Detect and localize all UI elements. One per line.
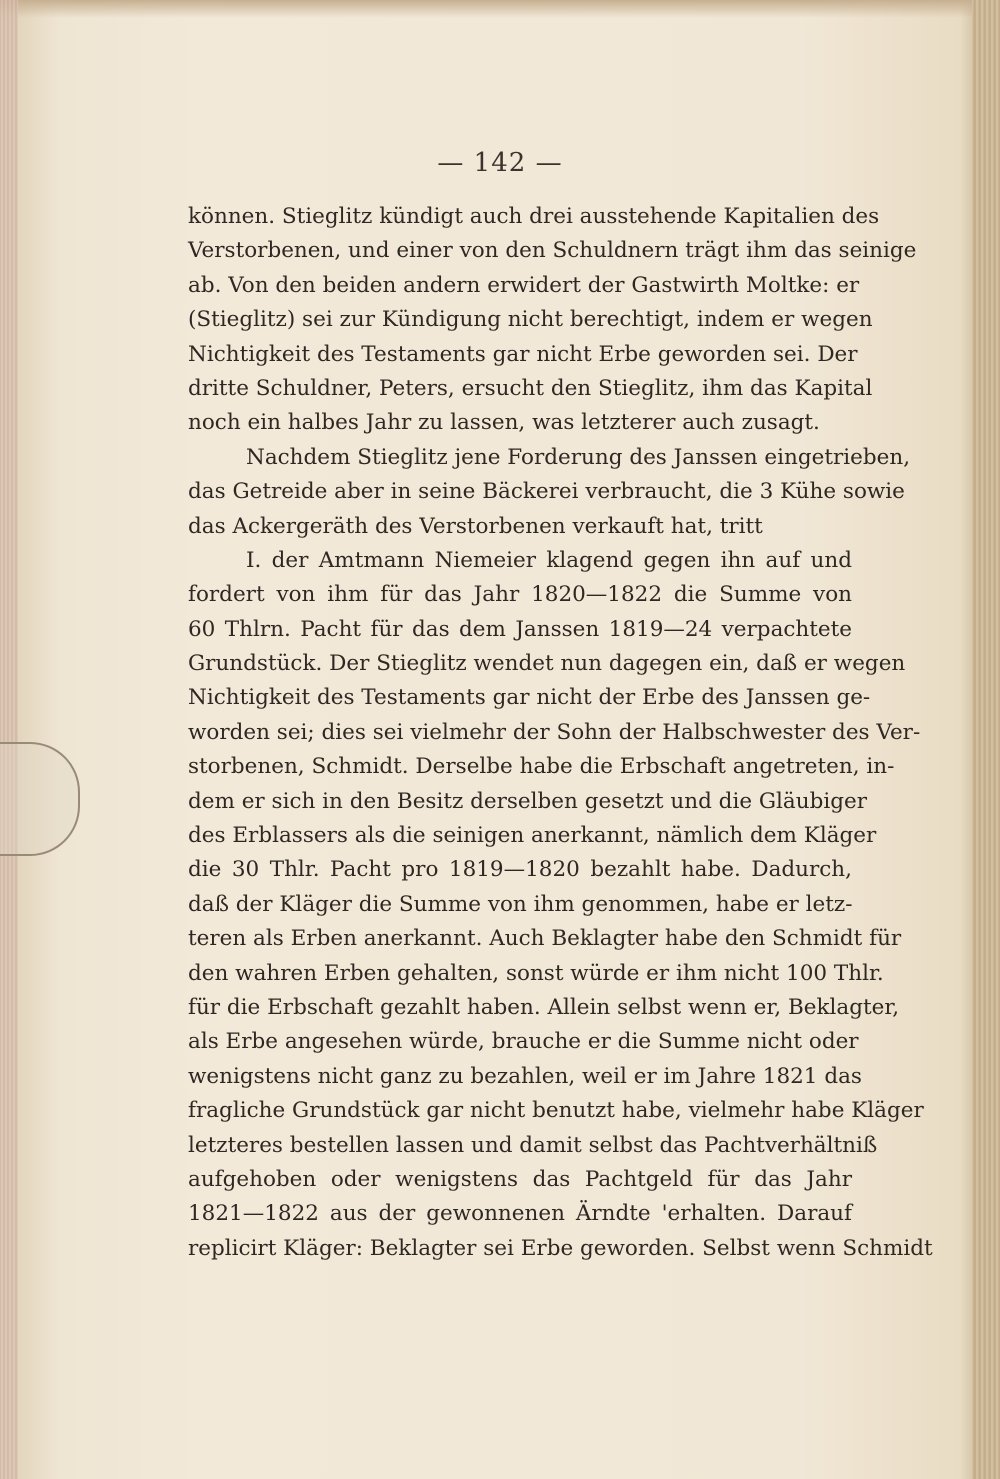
- text-line: (Stieglitz) sei zur Kündigung nicht berechtigt, indem er wegen: [188, 307, 873, 333]
- text-line: noch ein halbes Jahr zu lassen, was letzterer auch zusagt.: [188, 410, 820, 436]
- page-top-shadow: [0, 0, 1000, 18]
- text-line: I. der Amtmann Niemeier klagend gegen ihn auf und: [246, 547, 852, 573]
- text-line: wenigstens nicht ganz zu bezahlen, weil er im Jahre 1821 das: [188, 1063, 862, 1089]
- text-line: Nichtigkeit des Testaments gar nicht Erbe geworden sei. Der: [188, 341, 858, 367]
- text-line: storbenen, Schmidt. Derselbe habe die Erbschaft angetreten, in-: [188, 754, 895, 780]
- text-line: das Ackergeräth des Verstorbenen verkauft hat, tritt: [188, 513, 763, 539]
- body-text: [188, 200, 933, 1266]
- text-line: dritte Schuldner, Peters, ersucht den Stieglitz, ihm das Kapital: [188, 375, 873, 401]
- bookmark-tab: [0, 742, 80, 856]
- page-right-edges: [972, 0, 1000, 1479]
- text-line: das Getreide aber in seine Bäckerei verbraucht, die 3 Kühe sowie: [188, 479, 905, 505]
- text-line: Nachdem Stieglitz jene Forderung des Janssen eingetrieben,: [246, 444, 911, 470]
- text-line: können. Stieglitz kündigt auch drei ausstehende Kapitalien des: [188, 204, 880, 229]
- text-line: replicirt Kläger: Beklagter sei Erbe geworden. Selbst wenn Schmidt: [188, 1235, 933, 1261]
- text-line: Grundstück. Der Stieglitz wendet nun dagegen ein, daß er wegen: [188, 651, 906, 677]
- text-line: worden sei; dies sei vielmehr der Sohn der Halbschwester des Ver-: [188, 719, 921, 745]
- text-line: des Erblassers als die seinigen anerkannt, nämlich dem Kläger: [188, 823, 877, 849]
- text-line: Verstorbenen, und einer von den Schuldnern trägt ihm das seinige: [188, 238, 917, 264]
- text-line: daß der Kläger die Summe von ihm genommen, habe er letz-: [188, 891, 853, 917]
- text-line: die 30 Thlr. Pacht pro 1819—1820 bezahlt habe. Dadurch,: [188, 857, 852, 883]
- text-line: letzteres bestellen lassen und damit selbst das Pachtverhältniß: [188, 1132, 878, 1158]
- page-number: — 142 —: [437, 148, 563, 178]
- text-line: 1821—1822 aus der gewonnenen Ärndte 'erhalten. Darauf: [188, 1201, 852, 1227]
- text-line: teren als Erben anerkannt. Auch Beklagter habe den Schmidt für: [188, 926, 902, 952]
- text-line: 60 Thlrn. Pacht für das dem Janssen 1819—24 verpachtete: [188, 616, 852, 642]
- text-line: fragliche Grundstück gar nicht benutzt habe, vielmehr habe Kläger: [188, 1098, 924, 1124]
- text-line: fordert von ihm für das Jahr 1820—1822 die Summe von: [188, 582, 852, 608]
- text-line: dem er sich in den Besitz derselben gesetzt und die Gläubiger: [188, 788, 867, 814]
- text-line: Nichtigkeit des Testaments gar nicht der Erbe des Janssen ge-: [188, 685, 871, 711]
- text-line: aufgehoben oder wenigstens das Pachtgeld für das Jahr: [188, 1166, 852, 1192]
- page-left-edges: [0, 0, 18, 1479]
- text-line: den wahren Erben gehalten, sonst würde er ihm nicht 100 Thlr.: [188, 960, 884, 986]
- text-line: ab. Von den beiden andern erwidert der Gastwirth Moltke: er: [188, 272, 860, 298]
- text-line: als Erbe angesehen würde, brauche er die Summe nicht oder: [188, 1029, 859, 1055]
- text-line: für die Erbschaft gezahlt haben. Allein selbst wenn er, Beklagter,: [188, 994, 900, 1020]
